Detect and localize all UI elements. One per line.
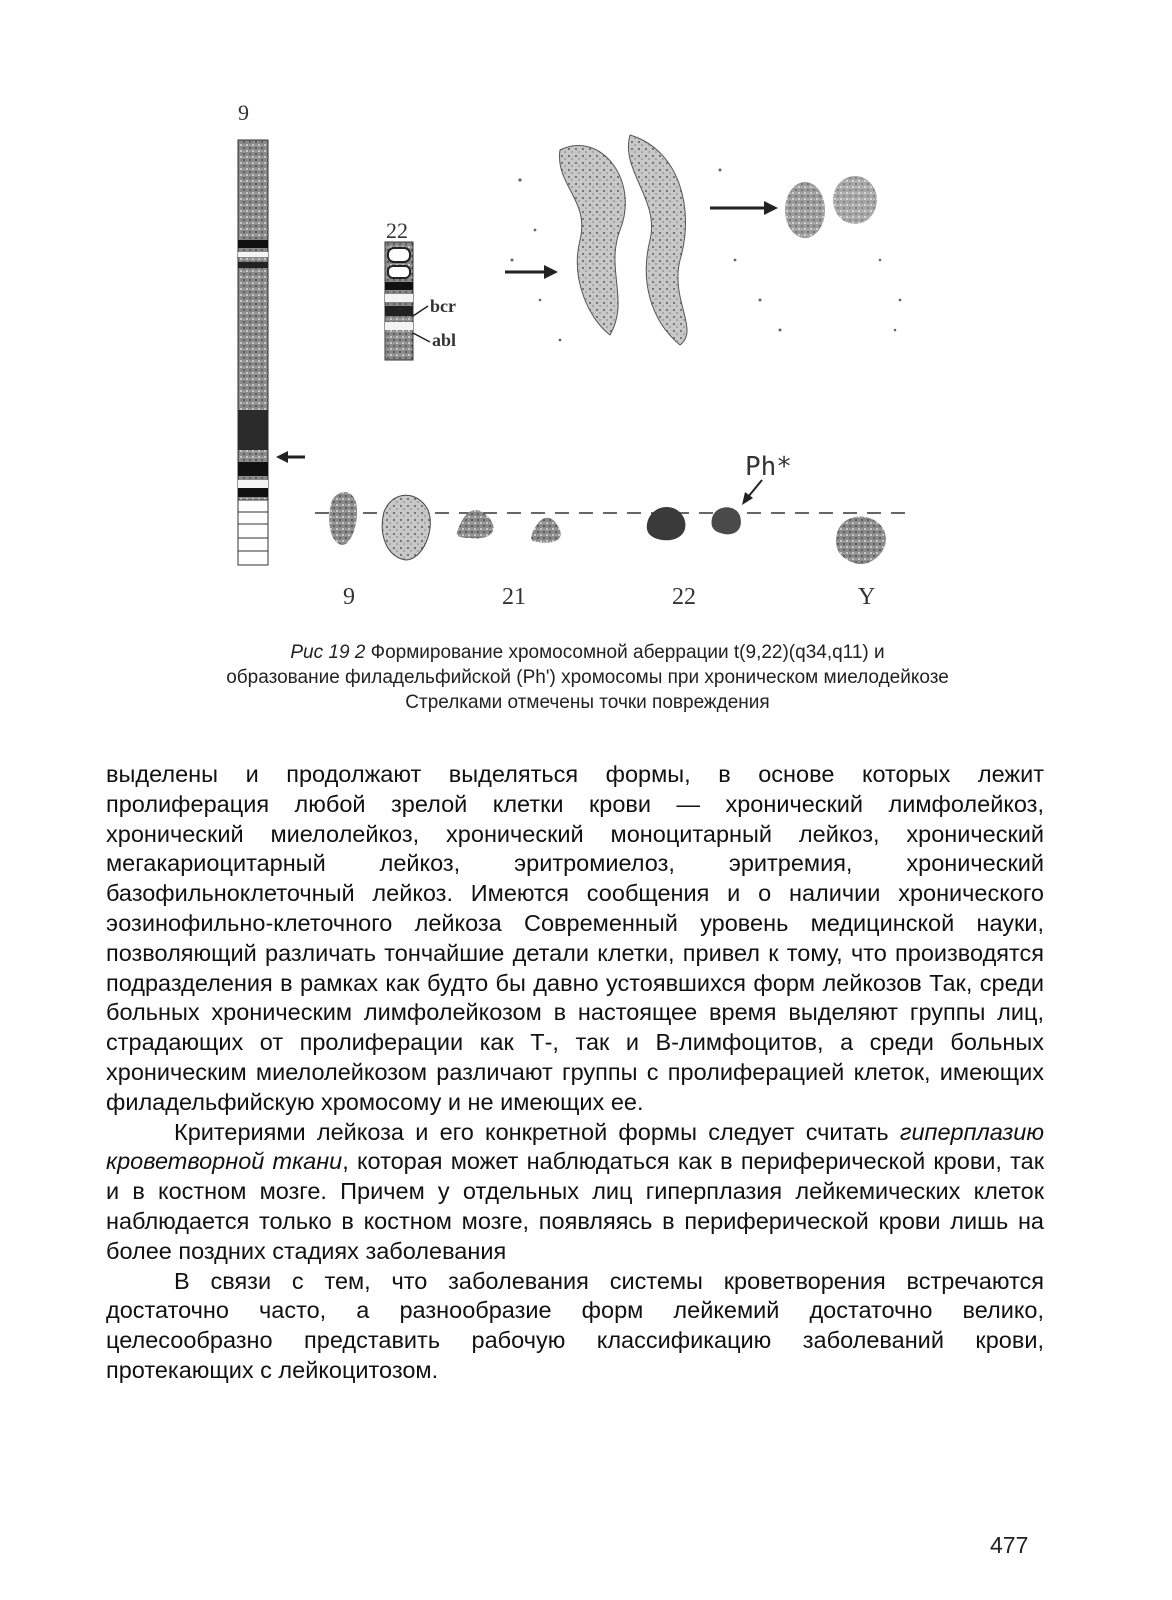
chromosome-22-ideogram — [385, 242, 430, 360]
figure-label-ph: Ph* — [745, 452, 792, 482]
karyotype-label-21: 21 — [502, 584, 526, 610]
chromosome-illustration — [0, 0, 1172, 640]
caption-line-2: образование филадельфийской (Ph') хромосомы при хроническом миелодейкозе — [226, 667, 949, 688]
karyotype-label-22: 22 — [672, 584, 696, 610]
paragraph-2-emphasis: гиперплазию кроветворной ткани — [106, 1118, 1044, 1175]
chromosome-9-ideogram — [238, 140, 268, 565]
paragraph-2-start: Критериями лейкоза и его конкретной формы следует считать — [174, 1118, 900, 1145]
karyotype-row — [315, 480, 910, 564]
figure-label-abl: abl — [432, 330, 457, 350]
caption-line-1 — [150, 640, 1025, 665]
caption-text-1: Формирование хромосомной аберрации t(9,22)(q34,q11) и — [370, 642, 885, 663]
paragraph-3: В связи с тем, что заболевания системы кроветворения встречаются достаточно часто, а разнообразие форм лейкемий достаточно велико, целесообразно представить рабочую классификацию заболеваний крови, протекающих с лейкоцитозом. — [106, 1267, 1044, 1383]
arrow-9-break-icon — [276, 451, 305, 463]
figure-label-chromosome-9-top: 9 — [238, 100, 249, 125]
karyotype-label-y: Y — [858, 584, 876, 610]
page-number: 477 — [990, 1532, 1029, 1558]
figure-label-chromosome-22: 22 — [386, 218, 408, 243]
paragraph-1: выделены и продолжают выделяться формы, в основе которых лежит пролиферация любой зрелой клетки крови — хронический лимфолейкоз, хронический миелолейкоз, хронический моноцитарный лейкоз, хронический мегакариоцитарный лейкоз, эритромиелоз, эритремия, хронический базофильноклеточный лейкоз. Имеются сообщения и о наличии хронического эозинофильно-клеточного лейкоза Современный уровень медицинской науки, позволяющий различать тончайшие детали клетки, привел к тому, что производятся подразделения в рамках как будто бы давно устоявшихся форм лейкозов Так, среди больных хроническим лимфолейкозом в настоящее время выделяют группы лиц, страдающих от пролиферации как Т-, так и В-лимфоцитов, а среди больных хроническим миелолейкозом различают группы с пролиферацией клеток, имеющих филадельфийскую хромосому и не имеющих ее. — [106, 761, 1044, 1115]
karyotype-label-9: 9 — [343, 584, 355, 610]
figure-caption — [150, 640, 1025, 715]
metaphase-spread-image — [505, 135, 901, 345]
paragraph-2-end: , которая может наблюдаться как в периферической крови, так и в костном мозге. Причем у отдельных лиц гиперплазия лейкемических клеток наблюдается только в костном мозге, появляясь в периферической крови лишь на более поздних стадиях заболевания — [106, 1148, 1044, 1264]
paragraph-2 — [106, 1118, 1044, 1267]
body-text — [106, 760, 1044, 1386]
figure-label-bcr: bcr — [430, 296, 456, 316]
caption-line-3: Стрелками отмечены точки повреждения — [405, 692, 770, 713]
caption-figure-ref: Рис 19 2 — [290, 642, 366, 663]
chromosome-figure — [0, 0, 1172, 640]
